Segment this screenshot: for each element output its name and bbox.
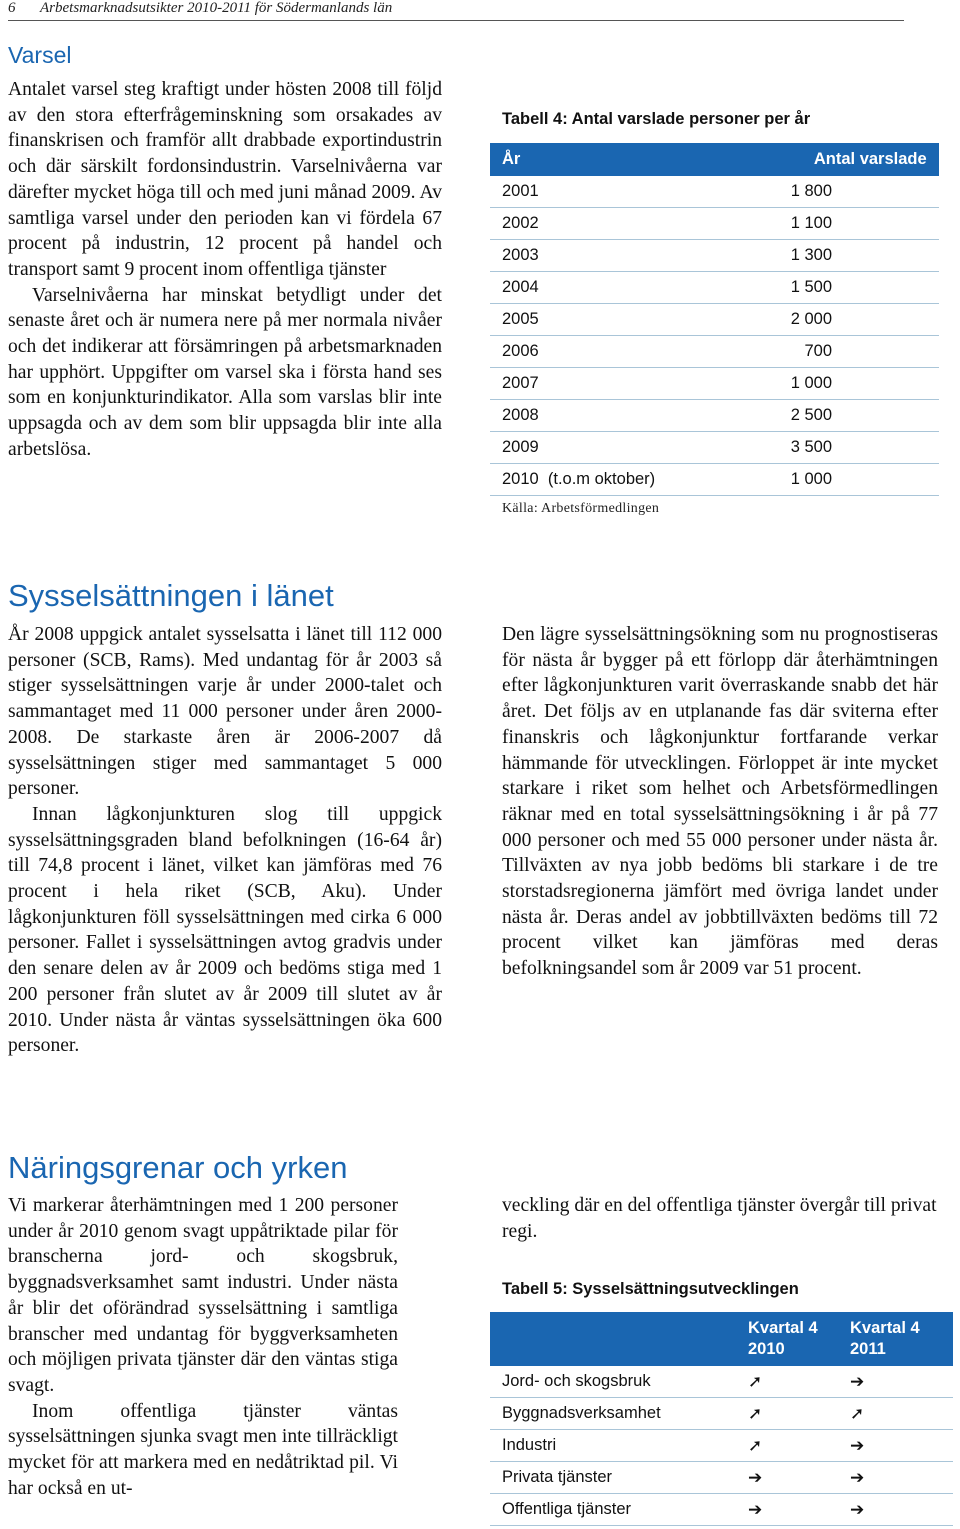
table4-count-cell: 1 100 — [676, 208, 939, 240]
table5-col-q4-2010 — [748, 1312, 850, 1366]
table5-col-q4-2011 — [850, 1312, 953, 1366]
table5-col-q4-2011-line2: 2011 — [850, 1340, 886, 1358]
trend-arrow-icon: ➚ — [748, 1366, 850, 1398]
table-row — [490, 208, 939, 240]
table-sysselsattningsutveckling — [490, 1312, 953, 1526]
table4-count-cell: 2 500 — [676, 400, 939, 432]
naringsgrenar-body-right — [502, 1193, 954, 1244]
table4-count-cell: 1 000 — [676, 464, 939, 496]
naringsgrenar-paragraph-1: Vi markerar återhämtningen med 1 200 personer under år 2010 genom svagt uppåtriktade pilar för branscherna jord- och skogsbruk, byggnadsverksamhet samt industri. Under nästa år blir det oförändrad sysselsättning i samtliga branscher med undantag för byggverksamheten och möjligen privata tjänster där den väntas stiga svagt. — [8, 1195, 398, 1396]
table4-count-cell: 1 000 — [676, 368, 939, 400]
heading-naringsgrenar: Näringsgrenar och yrken — [8, 1150, 348, 1185]
trend-arrow-icon: ➚ — [850, 1398, 953, 1430]
page-number: 6 — [8, 0, 16, 16]
table-varslade — [490, 143, 939, 496]
page-header — [8, 0, 904, 21]
table-row — [490, 432, 939, 464]
table4-header-row — [490, 143, 939, 176]
table5-sector-cell: Offentliga tjänster — [490, 1494, 748, 1526]
table-row — [490, 304, 939, 336]
trend-arrow-icon: ➚ — [748, 1398, 850, 1430]
table-row — [490, 336, 939, 368]
sysselsattning-body-right — [502, 622, 938, 982]
naringsgrenar-paragraph-2: Inom offentliga tjänster väntas sysselsättningen sjunka svagt men inte tillräckligt mycket för att markera med en nedåtriktad pil. Vi har också en ut- — [8, 1400, 398, 1499]
trend-arrow-icon: ➔ — [748, 1462, 850, 1494]
trend-arrow-icon: ➔ — [850, 1462, 953, 1494]
varsel-paragraph-2: Varselnivåerna har minskat betydligt under det senaste året och är numera nere på mer normala nivåer och det indikerar att försämringen på arbetsmarknaden har upphört. Uppgifter om varsel ska i första hand ses som en konjunkturindikator. Alla som varslas blir inte uppsagda och av dem som blir uppsagda blir inte alla arbetslösa. — [8, 284, 442, 460]
table5-col-q4-2010-line1: Kvartal 4 — [748, 1319, 818, 1337]
table4-year-cell: 2007 — [490, 368, 676, 400]
trend-arrow-icon: ➔ — [850, 1494, 953, 1526]
table-row — [490, 1366, 953, 1398]
table5-col-q4-2011-line1: Kvartal 4 — [850, 1319, 920, 1337]
table4-year-cell: 2004 — [490, 272, 676, 304]
table-row — [490, 1462, 953, 1494]
naringsgrenar-paragraph-right: veckling där en del offentliga tjänster övergår till privat regi. — [502, 1195, 937, 1242]
sysselsattning-paragraph-2: Innan lågkonjunkturen slog till uppgick sysselsättningsgraden bland befolkningen (16-64 år) till 74,8 procent i länet, vilket kan jämföras med 76 procent i hela riket (SCB, Aku). Under lågkonjunkturen föll sysselsättningen med cirka 6 000 personer. Fallet i sysselsättningen avtog gradvis under den senare delen av år 2009 och bedöms stiga med 1 200 personer från slutet av år 2009 till slutet av år 2010. Under nästa år väntas sysselsättningen öka 600 personer. — [8, 803, 442, 1057]
table-row — [490, 400, 939, 432]
table4-count-cell: 1 500 — [676, 272, 939, 304]
table5-header-row — [490, 1312, 953, 1366]
varsel-paragraph-1: Antalet varsel steg kraftigt under hösten 2008 till följd av den stora efterfrågeminskning som orsakades av finanskrisen och framför allt drabbade exportindustrin och där särskilt fordonsindustrin. Varselnivåerna var därefter mycket höga till och med juni månad 2009. Av samtliga varsel under den perioden kan vi fördela 67 procent på industrin, 12 procent på handel och transport samt 9 procent inom offentliga tjänster — [8, 79, 442, 280]
varsel-body — [8, 77, 442, 463]
table4-count-cell: 2 000 — [676, 304, 939, 336]
table-row — [490, 368, 939, 400]
table4-year-cell: 2009 — [490, 432, 676, 464]
table5-caption: Tabell 5: Sysselsättningsutvecklingen — [502, 1280, 799, 1298]
trend-arrow-icon: ➔ — [748, 1494, 850, 1526]
table5-sector-cell: Byggnadsverksamhet — [490, 1398, 748, 1430]
table4-count-cell: 1 800 — [676, 176, 939, 208]
table4-count-cell: 700 — [676, 336, 939, 368]
table5-col-q4-2010-line2: 2010 — [748, 1340, 785, 1358]
sysselsattning-paragraph-1: År 2008 uppgick antalet sysselsatta i länet till 112 000 personer (SCB, Rams). Med undantag för år 2003 så stiger sysselsättningen varje år under 2000-talet och sammantaget med 11 000 personer under åren 2000-2008. De starkaste åren är 2006-2007 då sysselsättningen stiger med sammantaget 5 000 personer. — [8, 624, 442, 800]
table-row — [490, 1398, 953, 1430]
trend-arrow-icon: ➔ — [850, 1430, 953, 1462]
table4-count-cell: 3 500 — [676, 432, 939, 464]
table4-year-cell: 2010 (t.o.m oktober) — [490, 464, 676, 496]
naringsgrenar-body-left — [8, 1193, 398, 1501]
table4-year-cell: 2006 — [490, 336, 676, 368]
table-row — [490, 464, 939, 496]
running-title: Arbetsmarknadsutsikter 2010-2011 för Södermanlands län — [40, 0, 393, 16]
table4-year-cell: 2003 — [490, 240, 676, 272]
table4-year-cell: 2005 — [490, 304, 676, 336]
table4-year-cell: 2002 — [490, 208, 676, 240]
sysselsattning-body-left — [8, 622, 442, 1059]
trend-arrow-icon: ➚ — [748, 1430, 850, 1462]
table-row — [490, 1430, 953, 1462]
table4-caption: Tabell 4: Antal varslade personer per år — [502, 110, 811, 128]
table4-source: Källa: Arbetsförmedlingen — [502, 501, 660, 516]
table5-sector-cell: Jord- och skogsbruk — [490, 1366, 748, 1398]
table4-year-cell: 2001 — [490, 176, 676, 208]
table4-year-cell: 2008 — [490, 400, 676, 432]
table4-count-cell: 1 300 — [676, 240, 939, 272]
table4-col-count: Antal varslade — [676, 143, 939, 176]
trend-arrow-icon: ➔ — [850, 1366, 953, 1398]
table5-sector-cell: Privata tjänster — [490, 1462, 748, 1494]
heading-sysselsattning: Sysselsättningen i länet — [8, 578, 334, 613]
table5-col-sector — [490, 1312, 748, 1366]
table-row — [490, 272, 939, 304]
heading-varsel: Varsel — [8, 42, 72, 68]
table-row — [490, 176, 939, 208]
table-row — [490, 240, 939, 272]
sysselsattning-paragraph-right: Den lägre sysselsättningsökning som nu prognostiseras för nästa år bygger på ett förlopp där återhämtningen efter lågkonjunkturen varit överraskande snabb det här året. Det följs av en utplanande fas där sviterna efter finanskris och lågkonjunktur fortfarande verkar hämmande för utvecklingen. Förloppet är inte mycket starkare i riket som helhet och Arbetsförmedlingen räknar med en total sysselsättningsökning i år på 77 000 personer och med 55 000 personer under nästa år. Tillväxten av nya jobb bedöms bli starkare i de tre storstadsregionerna jämfört med övriga landet under nästa år. Deras andel av jobbtillväxten bedöms till 72 procent vilket kan jämföras med deras befolkningsandel som år 2009 var 51 procent. — [502, 624, 938, 980]
table4-col-year: År — [490, 143, 676, 176]
table-row — [490, 1494, 953, 1526]
table5-sector-cell: Industri — [490, 1430, 748, 1462]
